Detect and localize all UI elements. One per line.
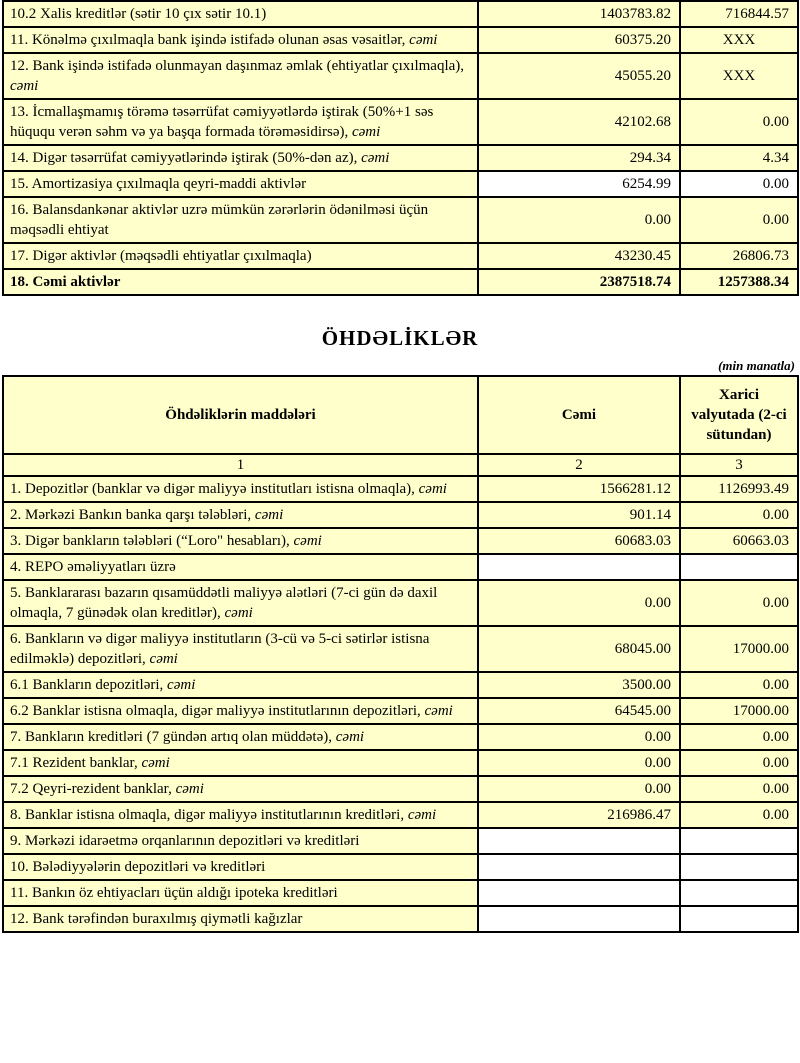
row-label-cell: 9. Mərkəzi idarəetmə orqanlarının depozitləri və kreditləri <box>3 828 478 854</box>
total-value-cell: 216986.47 <box>478 802 680 828</box>
total-value-cell: 42102.68 <box>478 99 680 145</box>
total-value-cell: 1403783.82 <box>478 1 680 27</box>
liabilities-header-row <box>3 376 798 454</box>
table-row <box>3 53 798 99</box>
foreign-currency-value-cell <box>680 880 798 906</box>
table-row <box>3 776 798 802</box>
foreign-currency-value-cell: 0.00 <box>680 99 798 145</box>
foreign-currency-value-cell: 0.00 <box>680 171 798 197</box>
table-row <box>3 27 798 53</box>
total-value-cell: 0.00 <box>478 750 680 776</box>
total-value-cell: 0.00 <box>478 724 680 750</box>
total-value-cell: 60375.20 <box>478 27 680 53</box>
table-row <box>3 554 798 580</box>
foreign-currency-value-cell: 1257388.34 <box>680 269 798 295</box>
row-label-cell: 18. Cəmi aktivlər <box>3 269 478 295</box>
row-label-cell: 11. Könəlmə çıxılmaqla bank işində istifadə olunan əsas vəsaitlər, cəmi <box>3 27 478 53</box>
total-value-cell: 0.00 <box>478 776 680 802</box>
foreign-currency-value-cell: 0.00 <box>680 502 798 528</box>
foreign-currency-value-cell: XXX <box>680 53 798 99</box>
liabilities-table <box>2 375 799 933</box>
foreign-currency-value-cell <box>680 828 798 854</box>
table-row <box>3 672 798 698</box>
total-value-cell: 294.34 <box>478 145 680 171</box>
row-label-cell: 4. REPO əməliyyatları üzrə <box>3 554 478 580</box>
foreign-currency-value-cell: 17000.00 <box>680 626 798 672</box>
row-label-cell: 10. Bələdiyyələrin depozitləri və kreditləri <box>3 854 478 880</box>
foreign-currency-value-cell: 26806.73 <box>680 243 798 269</box>
table-row <box>3 880 798 906</box>
total-value-cell: 64545.00 <box>478 698 680 724</box>
total-value-cell: 2387518.74 <box>478 269 680 295</box>
foreign-currency-value-cell: 0.00 <box>680 776 798 802</box>
assets-continuation-table <box>2 0 799 296</box>
row-label-cell: 5. Banklararası bazarın qısamüddətli maliyyə alətləri (7-ci gün də daxil olmaqla, 7 günədək olan kreditlər), cəmi <box>3 580 478 626</box>
foreign-currency-value-cell <box>680 554 798 580</box>
foreign-currency-value-cell: XXX <box>680 27 798 53</box>
total-value-cell: 43230.45 <box>478 243 680 269</box>
total-value-cell: 60683.03 <box>478 528 680 554</box>
foreign-currency-value-cell: 1126993.49 <box>680 476 798 502</box>
table-row <box>3 698 798 724</box>
column-index-3: 3 <box>680 454 798 476</box>
row-label-cell: 1. Depozitlər (banklar və digər maliyyə institutları istisna olmaqla), cəmi <box>3 476 478 502</box>
table-row <box>3 269 798 295</box>
header-items-label: Öhdəliklərin maddələri <box>3 376 478 454</box>
total-value-cell <box>478 906 680 932</box>
column-index-row <box>3 454 798 476</box>
row-label-cell: 7.1 Rezident banklar, cəmi <box>3 750 478 776</box>
row-label-cell: 6.2 Banklar istisna olmaqla, digər maliyyə institutlarının depozitləri, cəmi <box>3 698 478 724</box>
table-row <box>3 724 798 750</box>
total-value-cell <box>478 854 680 880</box>
total-value-cell <box>478 554 680 580</box>
section-title: ÖHDƏLİKLƏR <box>321 326 479 350</box>
row-label-cell: 3. Digər bankların tələbləri (“Loro" hesabları), cəmi <box>3 528 478 554</box>
table-row <box>3 906 798 932</box>
total-value-cell <box>478 828 680 854</box>
foreign-currency-value-cell: 0.00 <box>680 672 798 698</box>
total-value-cell: 901.14 <box>478 502 680 528</box>
total-value-cell: 3500.00 <box>478 672 680 698</box>
table-row <box>3 243 798 269</box>
row-label-cell: 15. Amortizasiya çıxılmaqla qeyri-maddi aktivlər <box>3 171 478 197</box>
table-row <box>3 750 798 776</box>
table-row <box>3 99 798 145</box>
foreign-currency-value-cell: 17000.00 <box>680 698 798 724</box>
table-row <box>3 854 798 880</box>
row-label-cell: 6.1 Bankların depozitləri, cəmi <box>3 672 478 698</box>
foreign-currency-value-cell: 4.34 <box>680 145 798 171</box>
foreign-currency-value-cell: 0.00 <box>680 750 798 776</box>
foreign-currency-value-cell: 60663.03 <box>680 528 798 554</box>
row-label-cell: 10.2 Xalis kreditlər (sətir 10 çıx sətir 10.1) <box>3 1 478 27</box>
column-index-1: 1 <box>3 454 478 476</box>
total-value-cell: 45055.20 <box>478 53 680 99</box>
row-label-cell: 12. Bank tərəfindən buraxılmış qiymətli kağızlar <box>3 906 478 932</box>
row-label-cell: 7.2 Qeyri-rezident banklar, cəmi <box>3 776 478 802</box>
column-index-2: 2 <box>478 454 680 476</box>
header-total-label: Cəmi <box>478 376 680 454</box>
row-label-cell: 12. Bank işində istifadə olunmayan daşınmaz əmlak (ehtiyatlar çıxılmaqla), cəmi <box>3 53 478 99</box>
row-label-cell: 2. Mərkəzi Bankın banka qarşı tələbləri, cəmi <box>3 502 478 528</box>
foreign-currency-value-cell <box>680 906 798 932</box>
table-row <box>3 197 798 243</box>
total-value-cell: 1566281.12 <box>478 476 680 502</box>
table-row <box>3 171 798 197</box>
row-label-cell: 17. Digər aktivlər (məqsədli ehtiyatlar çıxılmaqla) <box>3 243 478 269</box>
row-label-cell: 7. Bankların kreditləri (7 gündən artıq olan müddətə), cəmi <box>3 724 478 750</box>
header-foreign-currency-label: Xarici valyutada (2-ci sütundan) <box>680 376 798 454</box>
row-label-cell: 8. Banklar istisna olmaqla, digər maliyyə institutlarının kreditləri, cəmi <box>3 802 478 828</box>
row-label-cell: 14. Digər təsərrüfat cəmiyyətlərində iştirak (50%-dən az), cəmi <box>3 145 478 171</box>
table-row <box>3 502 798 528</box>
total-value-cell: 0.00 <box>478 580 680 626</box>
total-value-cell: 6254.99 <box>478 171 680 197</box>
total-value-cell <box>478 880 680 906</box>
table-row <box>3 828 798 854</box>
row-label-cell: 11. Bankın öz ehtiyacları üçün aldığı ipoteka kreditləri <box>3 880 478 906</box>
foreign-currency-value-cell: 0.00 <box>680 802 798 828</box>
total-value-cell: 0.00 <box>478 197 680 243</box>
table-row <box>3 802 798 828</box>
unit-note: (min manatla) <box>718 358 795 373</box>
foreign-currency-value-cell: 0.00 <box>680 724 798 750</box>
row-label-cell: 13. İcmallaşmamış törəmə təsərrüfat cəmiyyətlərdə iştirak (50%+1 səs hüququ verən səhm və ya başqa formada törəməsidirsə), cəmi <box>3 99 478 145</box>
table-row <box>3 528 798 554</box>
row-label-cell: 6. Bankların və digər maliyyə institutların (3-cü və 5-ci sətirlər istisna edilməklə) depozitləri, cəmi <box>3 626 478 672</box>
foreign-currency-value-cell <box>680 854 798 880</box>
table-row <box>3 626 798 672</box>
table-row <box>3 145 798 171</box>
foreign-currency-value-cell: 0.00 <box>680 197 798 243</box>
row-label-cell: 16. Balansdankənar aktivlər uzrə mümkün zərərlərin ödənilməsi üçün məqsədli ehtiyat <box>3 197 478 243</box>
table-row <box>3 1 798 27</box>
foreign-currency-value-cell: 716844.57 <box>680 1 798 27</box>
foreign-currency-value-cell: 0.00 <box>680 580 798 626</box>
table-row <box>3 476 798 502</box>
total-value-cell: 68045.00 <box>478 626 680 672</box>
table-row <box>3 580 798 626</box>
